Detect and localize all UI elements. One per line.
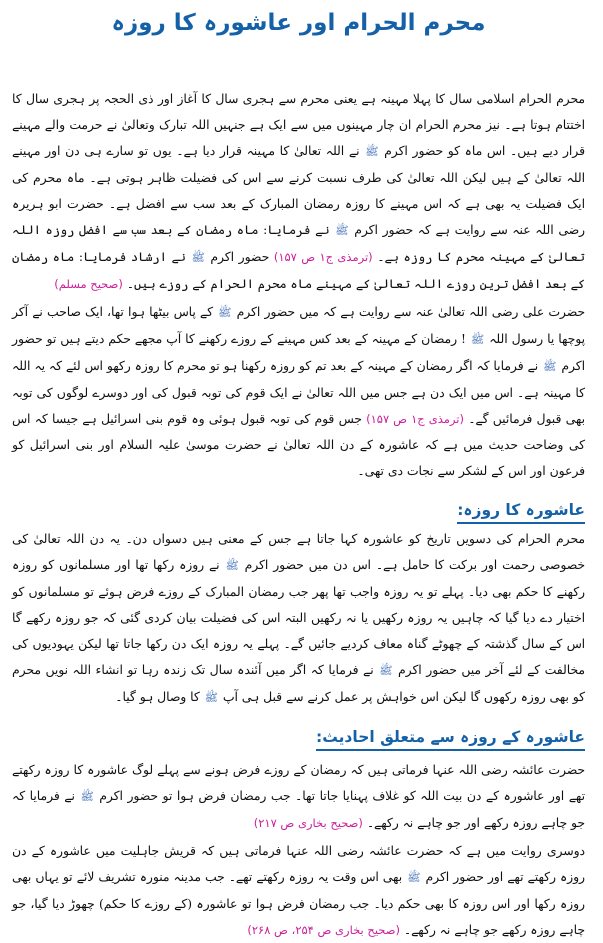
paragraph-text: حضور اکرم bbox=[210, 250, 270, 264]
pbuh-ligature: ﷺ bbox=[543, 360, 557, 373]
paragraph-text: نے فرمایا کہ اگر میں آئندہ سال تک زندہ رہا تو انشاء اللہ نویں محرم کو بھی روزہ رکھوں گا لیکن اس خواہش پر عمل کرنے سے قبل ہی آپ bbox=[12, 663, 585, 704]
paragraph-text: نے ارشاد فرمایا: ماہ رمضان کے بعد افضل ترین روزے اللہ تعالیٰ کے مہینے ماہ محرم الحرام کے روزے ہیں۔ bbox=[12, 250, 585, 291]
section-heading-wrap bbox=[12, 715, 585, 751]
paragraph-text: حضرت علی رضی اللہ تعالیٰ عنہ سے روایت ہے کہ میں حضور اکرم bbox=[236, 305, 585, 319]
reference-citation: (ترمذی ج۱ ص ۱۵۷) bbox=[273, 250, 373, 264]
paragraph-hadith-aisha-1 bbox=[12, 757, 585, 836]
paragraph-text: نے اللہ تعالیٰ کا مہینہ قرار دیا ہے۔ یوں تو سارے ہی دن اور مہینے اللہ تعالیٰ کے ہیں لیکن اللہ تعالیٰ کی طرف نسبت کرنے سے اس کی فضیلت ظاہر ہوتی ہے۔ ماہ محرم کی ایک فضیلت یہ بھی ہے کہ اس مہینے کا روزہ رمضان المبارک کے بعد سب سے افضل ہے۔ حضرت ابو ہریرہ رضی اللہ عنہ سے روایت ہے کہ حضور اکرم bbox=[12, 144, 585, 237]
paragraph-text: محرم الحرام کی دسویں تاریخ کو عاشورہ کہا جاتا ہے جس کے معنی ہیں دسواں دن۔ یہ دن اللہ تعالیٰ کی خصوصی رحمت اور برکت کا حامل ہے۔ اس دن میں حضور اکرم bbox=[12, 532, 585, 572]
section-heading-wrap bbox=[12, 488, 585, 524]
section-heading-ashura-fast: عاشورہ کا روزہ: bbox=[457, 498, 585, 524]
paragraph-ashura-fast bbox=[12, 526, 585, 711]
paragraph-muharram-intro bbox=[12, 86, 585, 297]
paragraph-text: نے فرمایا کہ جو چاہے روزہ رکھے اور جو چاہے نہ رکھے۔ bbox=[12, 789, 585, 830]
pbuh-ligature: ﷺ bbox=[218, 306, 232, 319]
pbuh-ligature: ﷺ bbox=[204, 691, 218, 704]
reference-citation: (صحیح بخاری ص ۲۱۷) bbox=[253, 816, 363, 830]
page-title: محرم الحرام اور عاشورہ کا روزہ bbox=[111, 10, 486, 36]
paragraph-text: بھی اس وقت یہ روزہ رکھتے تھے۔ جب مدینہ منورہ تشریف لائے تو یہاں بھی روزہ رکھا اور اس روزہ کا بھی حکم دیا۔ جب رمضان فرض ہوا تو عاشورہ bbox=[12, 870, 585, 911]
reference-citation: (صحیح مسلم) bbox=[54, 277, 123, 291]
section-heading-hadith: عاشورہ کے روزہ سے متعلق احادیث: bbox=[316, 725, 585, 751]
paragraph-hazrat-ali-narration bbox=[12, 299, 585, 484]
pbuh-ligature: ﷺ bbox=[365, 145, 379, 158]
paragraph-text: حضرت عائشہ رضی اللہ عنہا فرماتی ہیں کہ رمضان کے روزے فرض ہونے سے پہلے لوگ عاشورہ کا روزہ رکھتے تھے اور عاشورہ کے دن بیت اللہ کو غلاف پہنایا جاتا تھا۔ جب رمضان فرض ہوا تو حضور اکرم bbox=[12, 763, 585, 803]
pbuh-ligature: ﷺ bbox=[470, 333, 485, 346]
paragraph-text: (کے روزے کا حکم) چھوڑ دیا گیا، جو چاہے روزہ رکھے جو چاہے نہ رکھے۔ bbox=[12, 897, 585, 937]
paragraph-text: نے فرمایا کہ اگر رمضان کے مہینہ کے بعد تم کو روزہ رکھنا ہو تو محرم کا روزہ رکھو اس لئے کہ یہ اللہ کا مہینہ ہے۔ اس میں ایک دن ہے جس میں اللہ تعالیٰ نے ایک قوم کی توبہ قبول کی اور دوسرے لوگوں کی توبہ بھی قبول فرمائیں گے۔ bbox=[12, 359, 585, 426]
paragraph-text: نے روزہ رکھا تھا اور مسلمانوں کو روزہ رکھنے کا حکم بھی دیا۔ پہلے تو یہ روزہ واجب تھا پھر جب رمضان المبارک کے روزے فرض ہوئے تو مسلمانوں کو اختیار دے دیا گیا کہ چاہیں یہ روزہ رکھیں یا نہ رکھیں البتہ اس کی فضیلت بیان کردی گئی کہ جو روزہ رکھے گا اس کے سال گذشتہ کے چھوٹے گناہ معاف کردیے جائیں گے۔ پہلے یہ روزہ ایک دن رکھا جاتا تھا لیکن یہودیوں کی مخالفت کے لئے آخر میں حضور اکرم bbox=[12, 558, 585, 677]
reference-citation: (صحیح بخاری ص ۲۵۴، ص ۲۶۸) bbox=[247, 923, 400, 937]
paragraph-text: ! رمضان کے مہینہ کے بعد کس مہینے کے روزے رکھنے کا آپ مجھے حکم دیتے ہیں تو حضور اکرم bbox=[12, 332, 585, 373]
paragraph-hadith-aisha-2 bbox=[12, 838, 585, 943]
paragraph-text: جس قوم کی توبہ قبول ہوئی وہ قوم بنی اسرائیل ہے جیسا کہ اس کی وضاحت حدیث میں ہے کہ عاشورہ کے دن اللہ تعالیٰ نے حضرت موسیٰ علیہ السلام اور بنی اسرائیل کو فرعون اور اس کے لشکر سے نجات دی تھی۔ bbox=[12, 412, 585, 478]
paragraph-text: نے فرمایا: ماہ رمضان کے بعد سب سے افضل روزہ اللہ تعالیٰ کے مہینہ محرم کا روزہ ہے۔ bbox=[12, 223, 585, 264]
paragraph-text: کا وصال ہو گیا۔ bbox=[115, 690, 200, 704]
paragraph-text: کے پاس بیٹھا ہوا تھا، ایک صاحب نے آکر پوچھا یا رسول اللہ bbox=[12, 305, 585, 346]
pbuh-ligature: ﷺ bbox=[407, 871, 421, 884]
paragraph-text: دوسری روایت میں ہے کہ حضرت عائشہ رضی اللہ عنہا فرماتی ہیں کہ قریش جاہلیت میں عاشورہ کے دن روزہ رکھتے تھے اور حضور اکرم bbox=[12, 844, 585, 884]
paragraph-text: محرم الحرام اسلامی سال کا پہلا مہینہ ہے یعنی محرم سے ہجری سال کا آغاز اور ذی الحجہ پر ہجری سال کا اختتام ہوتا ہے۔ نیز محرم الحرام ان چار مہینوں میں سے ایک ہے جنہیں اللہ تبارک وتعالیٰ نے حرمت والے مہینے قرار دیے ہیں۔ اس ماہ کو حضور اکرم bbox=[12, 92, 585, 158]
reference-citation: (ترمذی ج۱ ص ۱۵۷) bbox=[366, 412, 464, 426]
pbuh-ligature: ﷺ bbox=[191, 251, 205, 264]
pbuh-ligature: ﷺ bbox=[80, 790, 94, 803]
pbuh-ligature: ﷺ bbox=[379, 664, 393, 677]
pbuh-ligature: ﷺ bbox=[335, 224, 349, 237]
pbuh-ligature: ﷺ bbox=[225, 559, 239, 572]
